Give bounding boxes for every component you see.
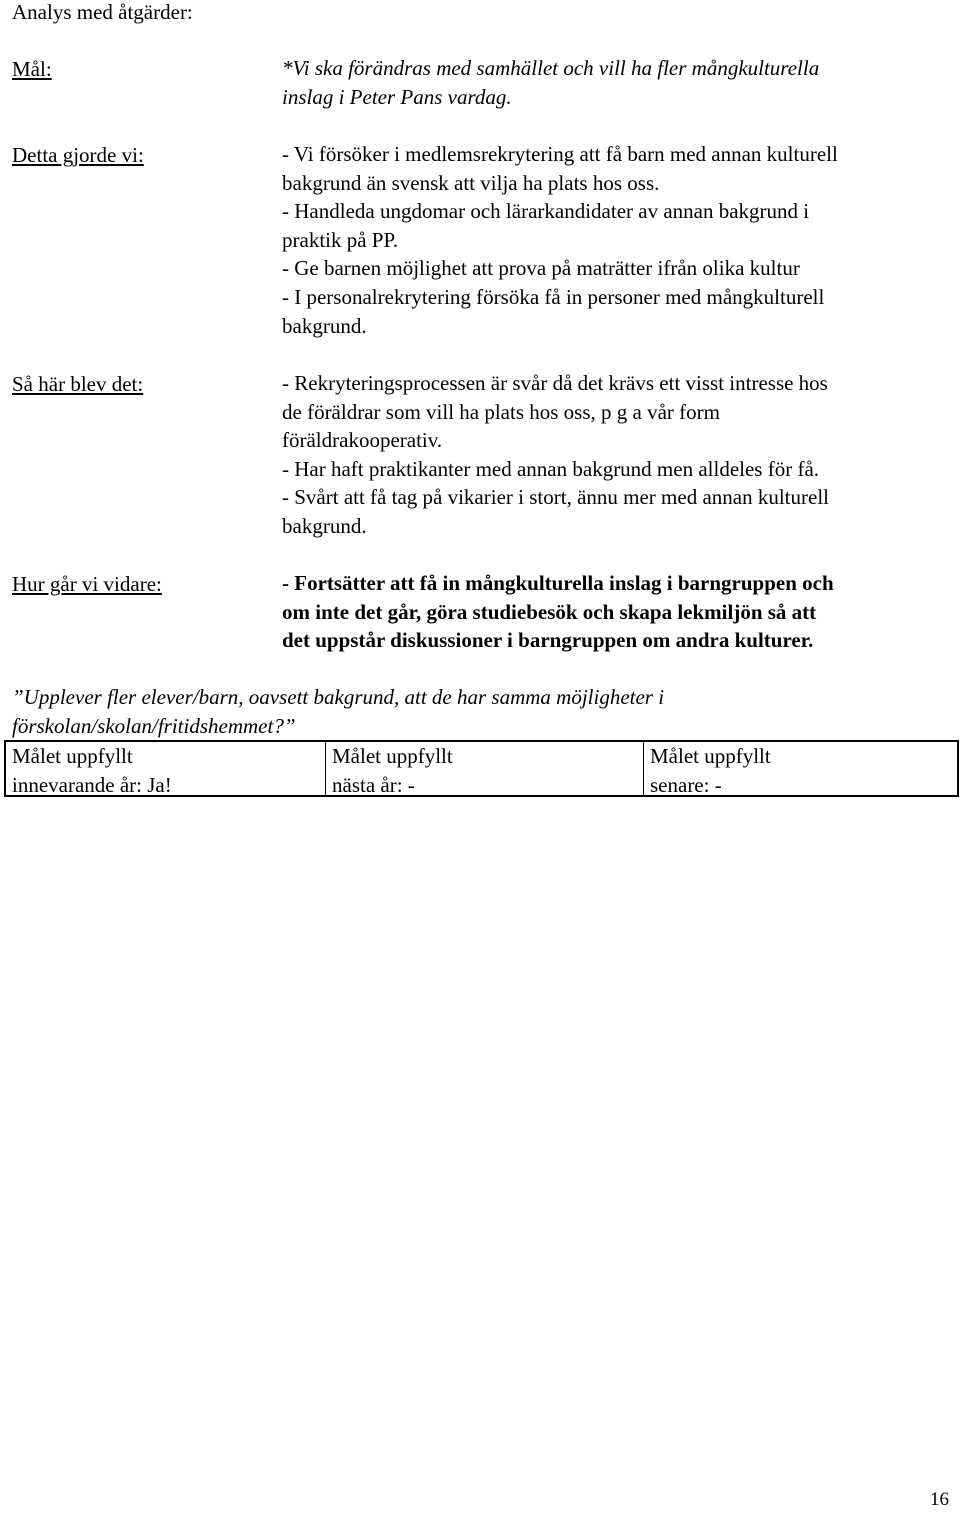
result-line: - Rekryteringsprocessen är svår då det krävs ett visst intresse hos [282,371,828,395]
goal-line: inslag i Peter Pans vardag. [282,84,512,109]
actions-line: bakgrund. [282,313,367,338]
section-label-next-steps: Hur går vi vidare: [12,572,162,596]
status-cell-current-year [6,742,325,795]
section-content-actions [282,140,952,340]
question-line: ”Upplever fler elever/barn, oavsett bakgrund, att de har samma möjligheter i [12,685,665,709]
actions-line: - Handleda ungdomar och lärarkandidater av annan bakgrund i [282,199,810,224]
section-content-goal [282,54,952,111]
result-line: föräldrakooperativ. [282,428,443,453]
goal-line: *Vi ska förändras med samhället och vill ha fler mångkulturella [282,56,820,80]
next-steps-line: om inte det går, göra studiebesök och skapa lekmiljön så att [282,599,817,624]
next-steps-line: - Fortsätter att få in mångkulturella inslag i barngruppen och [282,571,834,595]
section-label-goal: Mål: [12,57,52,81]
section-content-next-steps [282,569,952,655]
section-label-actions: Detta gjorde vi: [12,143,144,167]
result-line: de föräldrar som vill ha plats hos oss, p g a vår form [282,399,720,424]
result-line: - Svårt att få tag på vikarier i stort, ännu mer med annan kulturell [282,485,829,510]
status-cell-value: senare: - [650,772,722,797]
section-label-result: Så här blev det: [12,372,144,396]
actions-line: - Vi försöker i medlemsrekrytering att få barn med annan kulturell [282,142,838,166]
result-line: bakgrund. [282,513,367,538]
actions-line: praktik på PP. [282,227,399,252]
actions-line: - I personalrekrytering försöka få in personer med mångkulturell [282,284,825,309]
status-cell-value: nästa år: - [332,772,415,797]
status-cell-label: Målet uppfyllt [650,744,771,768]
actions-line: - Ge barnen möjlighet att prova på maträtter ifrån olika kultur [282,256,800,281]
page-number: 16 [930,1489,949,1510]
result-line: - Har haft praktikanter med annan bakgrund men alldeles för få. [282,456,820,481]
next-steps-line: det uppstår diskussioner i barngruppen om andra kulturer. [282,628,814,653]
section-content-result [282,369,952,541]
goal-status-table [4,740,959,797]
status-cell-value: innevarande år: Ja! [12,772,172,797]
status-cell-label: Målet uppfyllt [332,744,453,768]
status-cell-next-year [325,742,643,795]
actions-line: bakgrund än svensk att vilja ha plats hos oss. [282,170,660,195]
status-cell-label: Målet uppfyllt [12,744,133,768]
status-cell-later [643,742,957,795]
evaluation-question [12,683,912,740]
page-title: Analys med åtgärder: [12,0,193,24]
question-line: förskolan/skolan/fritidshemmet?” [12,713,296,738]
